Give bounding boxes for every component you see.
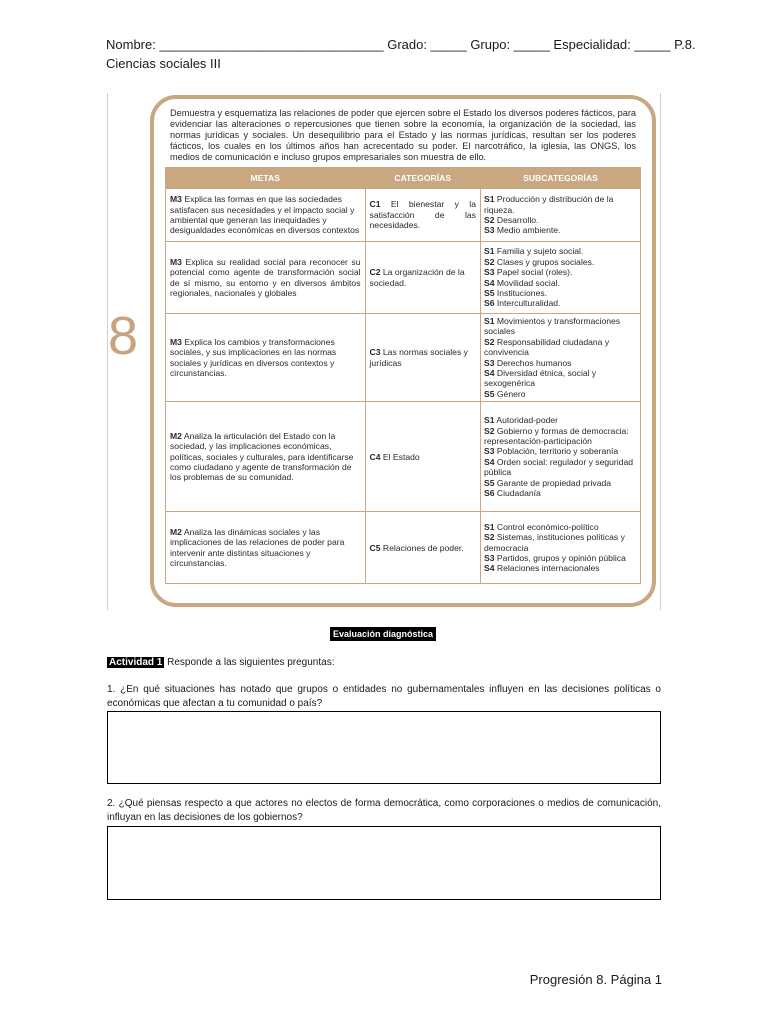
- subcategory-item: S1 Producción y distribución de la riqueza.: [483, 194, 614, 215]
- category-code: C2: [369, 267, 381, 278]
- subcategory-item: S3 Partidos, grupos y opinión pública: [483, 552, 626, 563]
- meta-code: M2: [170, 526, 182, 537]
- subcategory-cell: [480, 242, 640, 314]
- activity-text: Responde a las siguientes preguntas:: [164, 657, 335, 668]
- meta-code: M3: [170, 256, 182, 267]
- table-row: [166, 512, 641, 584]
- activity-label: Actividad 1: [109, 657, 163, 668]
- subcategory-item: S3 Derechos humanos: [483, 357, 572, 368]
- subcategory-item: S3 Medio ambiente.: [483, 225, 561, 236]
- category-cell: [365, 242, 480, 314]
- subcategory-cell: [480, 402, 640, 512]
- meta-text: Analiza la articulación del Estado con la sociedad, y las implicaciones económicas, políticas, sociales y culturales, para identificarse como ciudadano y agente de transformación de los problemas de su comunidad.: [170, 430, 354, 483]
- subcategory-item: S1 Movimientos y transformaciones sociales: [483, 316, 621, 337]
- subcategory-item: S5 Garante de propiedad privada: [483, 477, 612, 488]
- subcategory-item: S5 Instituciones.: [483, 287, 548, 298]
- category-text: La organización de la sociedad.: [369, 267, 465, 288]
- answer-box-1[interactable]: [107, 711, 661, 784]
- meta-cell: [166, 189, 366, 242]
- subcategory-item: S4 Movilidad social.: [483, 277, 560, 288]
- table-header-row: [166, 168, 641, 189]
- meta-cell: [166, 402, 366, 512]
- subcategory-item: S6 Interculturalidad.: [483, 298, 561, 309]
- answer-box-2[interactable]: [107, 826, 661, 900]
- subcategory-item: S1 Control económico-político: [483, 521, 599, 532]
- meta-text: Explica su realidad social para reconocer su potencial como agente de transformación social de sí mismo, su entorno y en diversos ámbitos regionales, nacionales y globales: [170, 256, 361, 298]
- subcategory-item: S5 Género: [483, 388, 526, 399]
- subcategory-item: S2 Gobierno y formas de democracia: representación-participación: [483, 425, 629, 446]
- meta-cell: [166, 242, 366, 314]
- subcategory-item: S1 Autoridad-poder: [483, 415, 559, 426]
- category-text: Las normas sociales y jurídicas: [369, 347, 468, 368]
- section-title: Evaluación diagnóstica: [330, 627, 436, 641]
- category-cell: [365, 189, 480, 242]
- subcategory-item: S2 Desarrollo.: [483, 215, 539, 225]
- meta-cell: [166, 512, 366, 584]
- category-code: C5: [369, 542, 381, 553]
- activity-instruction: [107, 656, 334, 669]
- meta-text: Analiza las dinámicas sociales y las implicaciones de las relaciones de poder para intervenir ante distintas situaciones y circunstancias.: [170, 526, 345, 569]
- progression-intro: Demuestra y esquematiza las relaciones de poder que ejercen sobre el Estado los diversos poderes fácticos, para evidenciar las alteraciones o repercusiones que tienen sobre la economía, la organización de la sociedad, las normas jurídicas y sociales. Un desequilibrio para el Estado y las normas jurídicas, resultan ser los poderes fácticos, los cuales en los últimos años han acrecentado su poder. El narcotráfico, la iglesia, las ONGS, los medios de comunicación e incluso grupos empresariales son muestra de ello.: [170, 108, 636, 162]
- progression-number: 8: [108, 306, 139, 366]
- subcategory-item: S4 Diversidad étnica, social y sexogenérica: [483, 368, 597, 389]
- page-header: [106, 36, 696, 73]
- category-text: Relaciones de poder.: [380, 542, 464, 553]
- header-metas: METAS: [166, 168, 366, 189]
- subcategory-cell: [480, 189, 640, 242]
- subject-title: Ciencias sociales III: [106, 56, 221, 71]
- category-cell: [365, 314, 480, 402]
- subcategory-item: S2 Sistemas, instituciones políticas y democracia: [483, 532, 625, 553]
- meta-text: Explica las formas en que las sociedades satisfacen sus necesidades y el impacto social y ambiental que generan las inequidades y desigualdades económicas en diversos contextos: [170, 194, 360, 236]
- subcategory-item: S4 Orden social: regulador y seguridad pública: [483, 456, 634, 478]
- category-code: C3: [369, 347, 381, 358]
- subcategory-item: S4 Relaciones internacionales: [483, 563, 600, 574]
- page-footer: Progresión 8. Página 1: [529, 972, 662, 987]
- table-row: [166, 402, 641, 512]
- table-row: [166, 242, 641, 314]
- subcategory-cell: [480, 512, 640, 584]
- table-row: [166, 314, 641, 402]
- category-code: C1: [369, 199, 381, 210]
- header-categorias: CATEGORÍAS: [365, 168, 480, 189]
- student-info-line: Nombre: _______________________________ Grado: _____ Grupo: _____ Especialidad: _____ P.8.: [106, 37, 696, 52]
- header-subcategorias: SUBCATEGORÍAS: [480, 168, 640, 189]
- progression-table: [165, 167, 641, 584]
- subcategory-cell: [480, 314, 640, 402]
- meta-code: M2: [170, 430, 182, 441]
- subcategory-item: S2 Clases y grupos sociales.: [483, 256, 595, 267]
- category-cell: [365, 512, 480, 584]
- subcategory-item: S2 Responsabilidad ciudadana y convivencia: [483, 336, 610, 358]
- subcategory-item: S6 Ciudadanía: [483, 487, 541, 498]
- subcategory-item: S1 Familia y sujeto social.: [483, 246, 584, 257]
- meta-text: Explica los cambios y transformaciones sociales, y sus implicaciones en las normas sociales y jurídicas en diversos contextos y circunstancias.: [170, 336, 337, 379]
- question-2: 2. ¿Qué piensas respecto a que actores no electos de forma democrática, como corporaciones o medios de comunicación, influyan en las decisiones de los gobiernos?: [107, 798, 661, 823]
- category-code: C4: [369, 451, 381, 462]
- subcategory-item: S3 Papel social (roles).: [483, 267, 573, 278]
- meta-code: M3: [170, 194, 182, 205]
- category-cell: [365, 402, 480, 512]
- table-row: [166, 189, 641, 242]
- category-text: El Estado: [380, 451, 420, 462]
- subcategory-item: S3 Población, territorio y soberanía: [483, 446, 619, 457]
- meta-cell: [166, 314, 366, 402]
- meta-code: M3: [170, 336, 182, 347]
- category-text: El bienestar y la satisfacción de las necesidades.: [369, 199, 476, 231]
- question-1: 1. ¿En qué situaciones has notado que grupos o entidades no gubernamentales influyen en las decisiones políticas o económicas que afectan a tu comunidad o país?: [107, 684, 661, 709]
